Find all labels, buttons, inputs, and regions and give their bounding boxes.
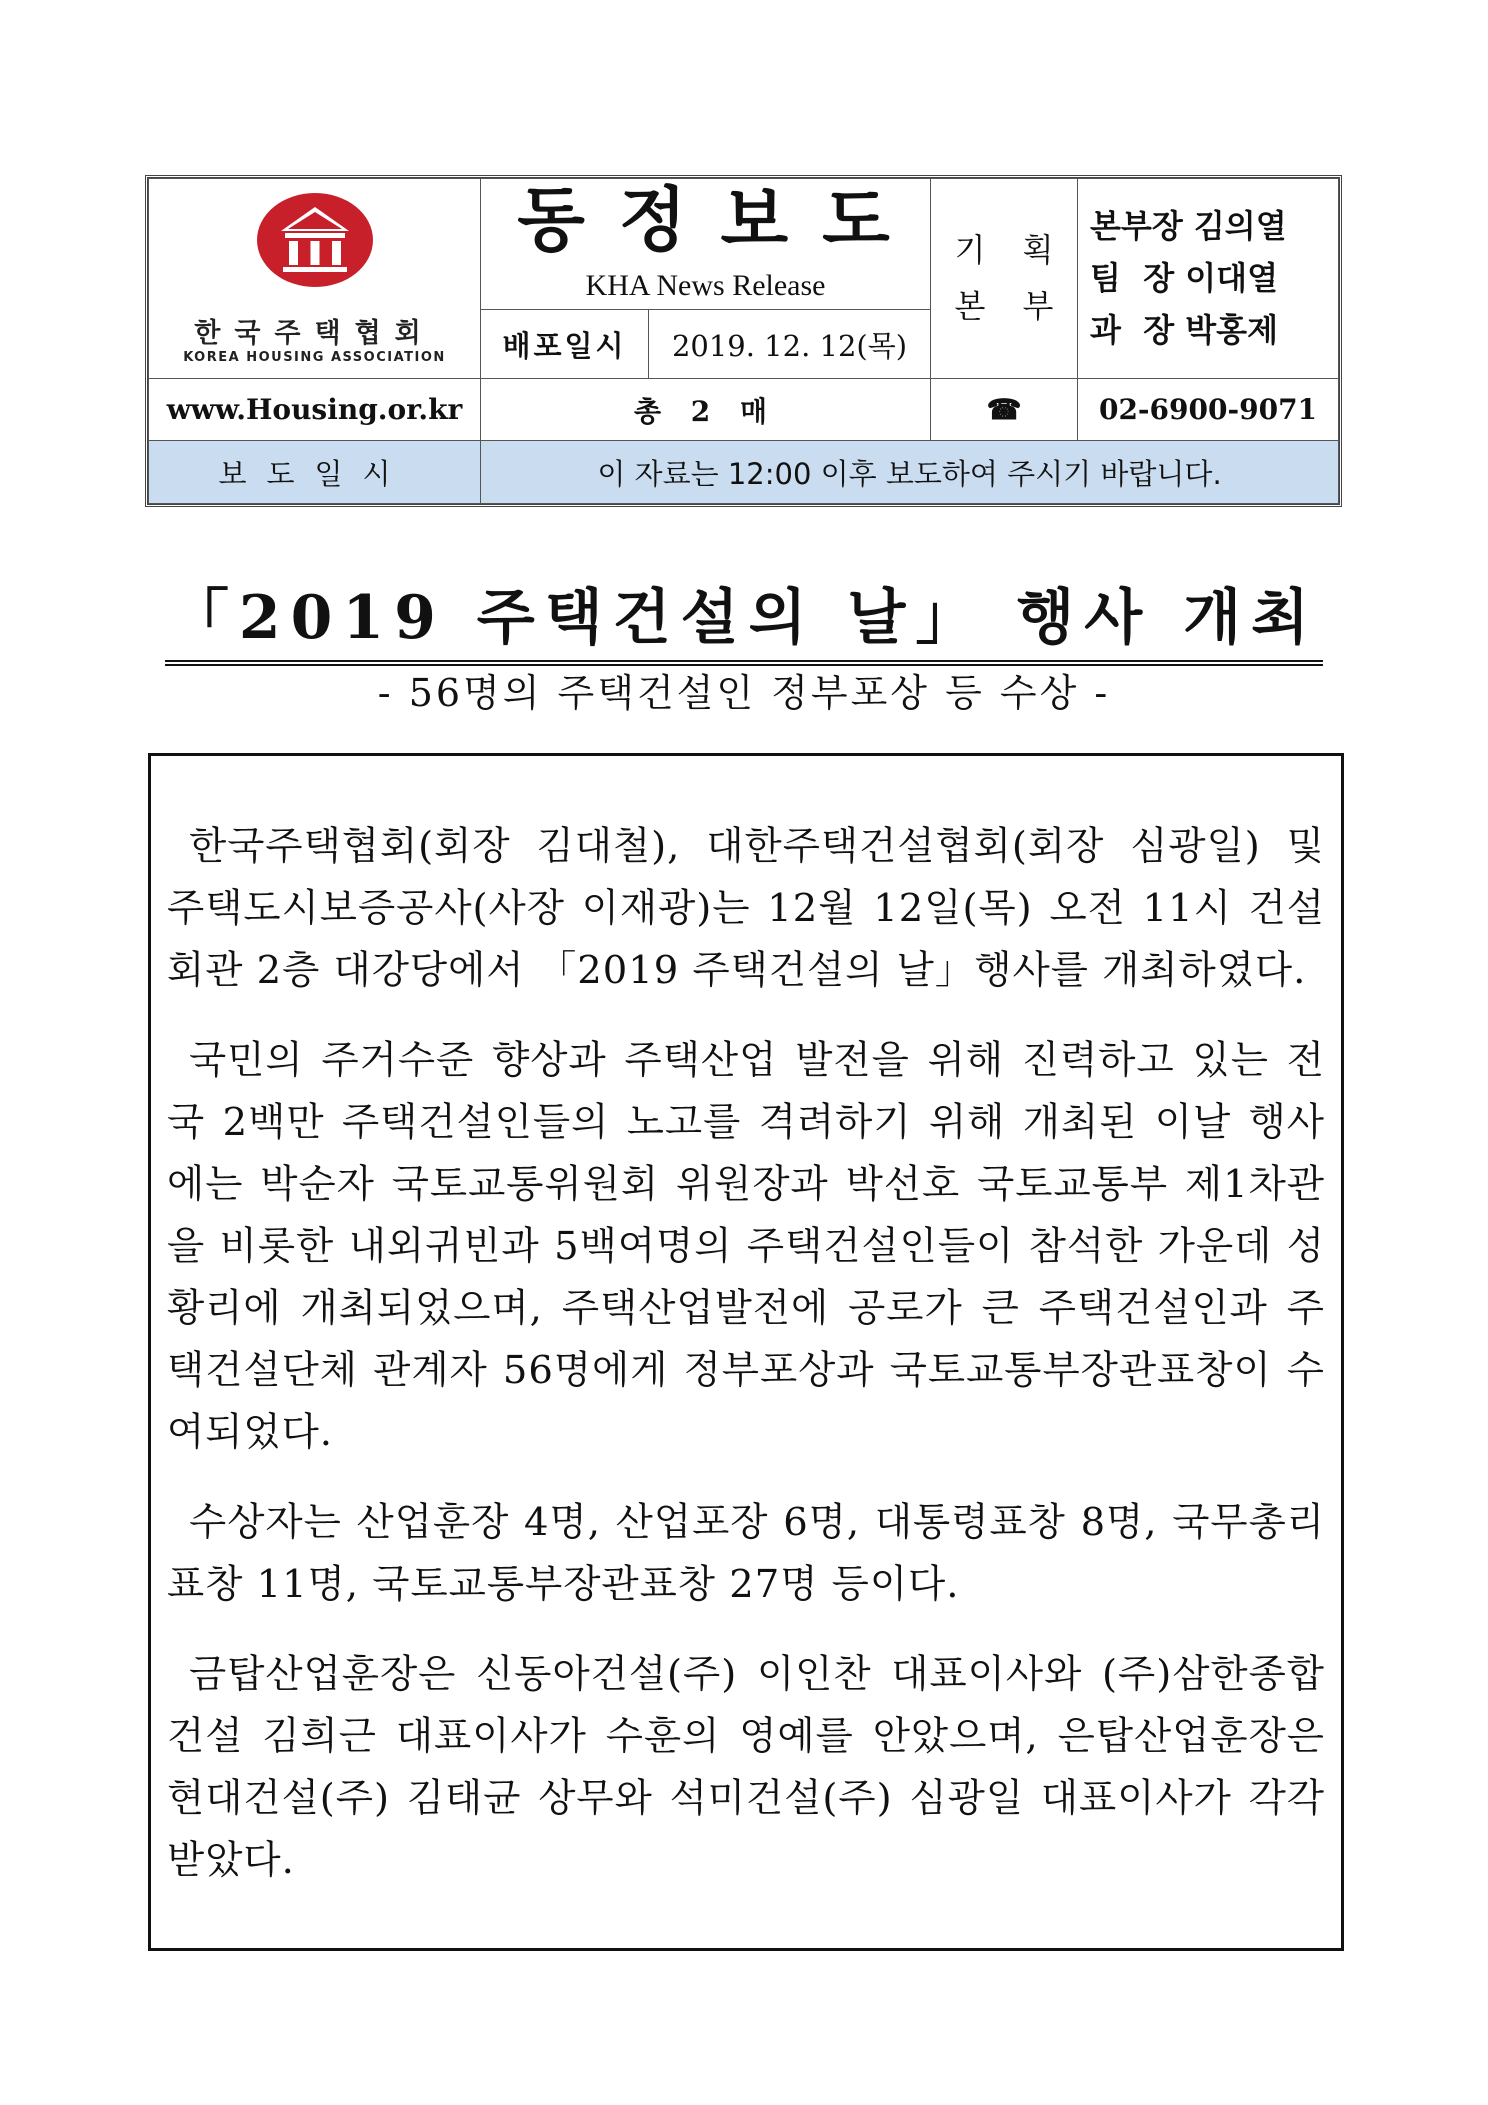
page-subtitle-en: KHA News Release [585,269,826,303]
staff-line: 본부장 김의열 [1090,207,1287,246]
body-paragraph: 국민의 주거수준 향상과 주택산업 발전을 위해 진력하고 있는 전국 2백만 주택건설인들의 노고를 격려하기 위해 개최된 이날 행사에는 박순자 국토교통위원회 위원장과 박선호 국토교통부 제1차관을 비롯한 내외귀빈과 5백여명의 주택건설인들이 참석한 가운데 성황리에 개최되었으며, 주택산업발전에 공로가 큰 주택건설인과 주택건설단체 관계자 56명에게 정부포상과 국토교통부장관표창이 수여되었다. [167,1038,1325,1455]
embargo-text: 이 자료는 12:00 이후 보도하여 주시기 바랍니다. [481,441,1339,504]
body-paragraph: 수상자는 산업훈장 4명, 산업포장 6명, 대통령표창 8명, 국무총리표창 11명, 국토교통부장관표창 27명 등이다. [167,1500,1325,1607]
logo-cell [149,179,481,379]
plan-char: 본 [954,287,986,326]
phone-icon: ☎ [931,378,1078,441]
distribution-label: 배포일시 [481,310,649,379]
planning-department [931,179,1078,379]
distribution-date: 2019. 12. 12(목) [649,310,931,379]
page-count: 총 2 매 [481,378,931,441]
subheadline: - 56명의 주택건설인 정부포상 등 수상 - [377,671,1111,715]
title-cell [481,179,931,310]
page-title: 동정보도 [517,178,924,262]
press-release-header [145,175,1342,507]
website-link[interactable]: www.Housing.or.kr [149,378,481,441]
plan-char: 부 [1022,287,1054,326]
staff-line: 과 장 박홍제 [1090,311,1278,350]
body-paragraph: 금탑산업훈장은 신동아건설(주) 이인찬 대표이사와 (주)삼한종합건설 김희근 대표이사가 수훈의 영예를 안았으며, 은탑산업훈장은 현대건설(주) 김태균 상무와 석미건설(주) 심광일 대표이사가 각각 받았다. [167,1652,1325,1883]
plan-char: 획 [1022,231,1054,270]
plan-char: 기 [954,231,986,270]
headline: 「2019 주택건설의 날」 행사 개최 [165,570,1323,666]
body-paragraph: 한국주택협회(회장 김대철), 대한주택건설협회(회장 심광일) 및 주택도시보증공사(사장 이재광)는 12월 12일(목) 오전 11시 건설회관 2층 대강당에서 「2019 주택건설의 날」행사를 개최하였다. [167,824,1325,993]
phone-number: 02-6900-9071 [1078,378,1339,441]
body-box [148,753,1344,1951]
staff-line: 팀 장 이대열 [1090,259,1278,298]
logo-korean-name: 한국주택협회 [194,318,435,350]
staff-contacts [1078,179,1339,379]
logo-english-name: KOREA HOUSING ASSOCIATION [183,350,446,366]
kha-logo-icon [255,191,375,289]
embargo-label: 보도일시 [149,441,481,504]
headline-wrapper [0,570,1488,666]
